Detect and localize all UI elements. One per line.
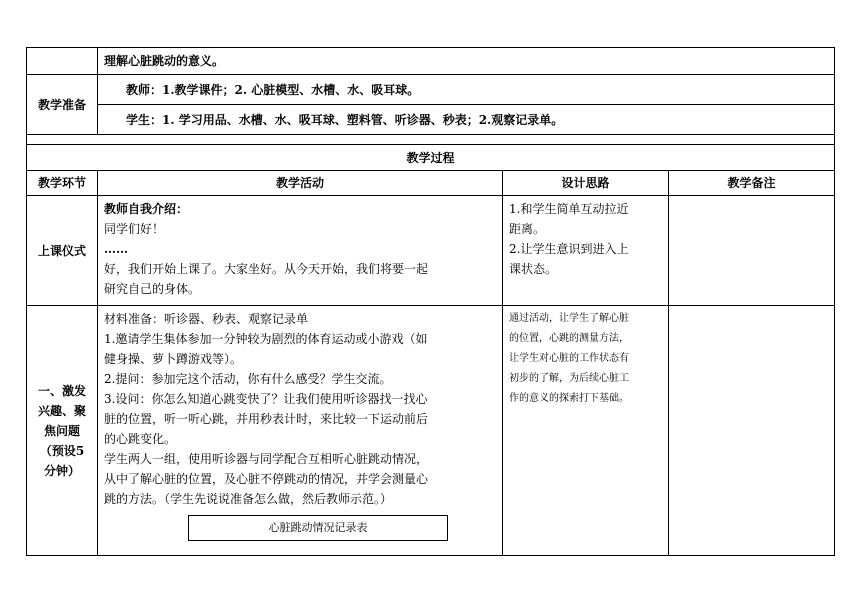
stage-stimulate-interest xyxy=(27,306,98,556)
activity-line: 脏的位置，听一听心跳，并用秒表计时，来比较一下运动前后 xyxy=(104,412,429,426)
design-line: 初步的了解，为后续心脏工 xyxy=(509,373,629,384)
process-title: 教学过程 xyxy=(27,145,835,171)
design-line: 距离。 xyxy=(509,222,546,236)
activity-line: 材料准备：听诊器、秒表、观察记录单 xyxy=(104,312,309,326)
lesson-plan-table xyxy=(26,47,835,556)
design-line: 的位置，心跳的测量方法， xyxy=(509,333,629,344)
header-row xyxy=(27,171,835,196)
design-line: 让学生对心脏的工作状态有 xyxy=(509,353,629,364)
design-line: 通过活动，让学生了解心脏 xyxy=(509,313,629,324)
goal-row xyxy=(27,48,835,75)
prep-label: 教学准备 xyxy=(27,75,98,135)
design-line: 课状态。 xyxy=(509,262,558,276)
activity-line: 研究自己的身体。 xyxy=(104,282,201,296)
activity-line: 好，我们开始上课了。大家坐好。从今天开始，我们将要一起 xyxy=(104,262,429,276)
header-activity: 教学活动 xyxy=(98,171,503,196)
stage-line: 焦问题 xyxy=(43,423,80,438)
activity-line: 学生两人一组，使用听诊器与同学配合互相听心脏跳动情况， xyxy=(104,452,429,466)
stage-line: 分钟） xyxy=(43,463,80,478)
prep-teacher-row xyxy=(27,75,835,105)
header-design: 设计思路 xyxy=(503,171,669,196)
notes-stimulate-interest xyxy=(669,306,835,556)
activity-line: 教师自我介绍： xyxy=(104,202,189,216)
prep-teacher: 教师：1.教学课件；2. 心脏模型、水槽、水、吸耳球。 xyxy=(98,75,835,105)
header-notes: 教学备注 xyxy=(669,171,835,196)
prep-student: 学生：1. 学习用品、水槽、水、吸耳球、塑料管、听诊器、秒表；2.观察记录单。 xyxy=(98,105,835,135)
activity-line: …… xyxy=(104,242,128,256)
design-class-ritual xyxy=(503,196,669,306)
activity-line: 同学们好！ xyxy=(104,222,165,236)
goal-text: 理解心脏跳动的意义。 xyxy=(98,48,835,75)
stage-line: （预设5 xyxy=(39,443,85,458)
design-stimulate-interest xyxy=(503,306,669,556)
record-table-title: 心脏跳动情况记录表 xyxy=(188,515,448,541)
stage-line: 兴趣、聚 xyxy=(37,403,86,418)
process-title-row xyxy=(27,145,835,171)
goal-row-label-cell xyxy=(27,48,98,75)
activity-line: 从中了解心脏的位置，及心脏不停跳动的情况，并学会测量心 xyxy=(104,472,429,486)
activity-line: 3.设问：你怎么知道心跳变快了？让我们使用听诊器找一找心 xyxy=(104,392,428,406)
row-class-ritual xyxy=(27,196,835,306)
activity-line: 1.邀请学生集体参加一分钟较为剧烈的体育运动或小游戏（如 xyxy=(104,332,428,346)
notes-class-ritual xyxy=(669,196,835,306)
activity-line: 的心跳变化。 xyxy=(104,432,177,446)
spacer-row xyxy=(27,135,835,145)
prep-student-row xyxy=(27,105,835,135)
spacer-cell xyxy=(27,135,835,145)
header-stage: 教学环节 xyxy=(27,171,98,196)
activity-line: 2.提问：参加完这个活动，你有什么感受？学生交流。 xyxy=(104,372,392,386)
activity-stimulate-interest xyxy=(98,306,503,556)
activity-class-ritual xyxy=(98,196,503,306)
design-line: 1.和学生简单互动拉近 xyxy=(509,202,629,216)
design-line: 2.让学生意识到进入上 xyxy=(509,242,629,256)
design-line: 作的意义的探索打下基础。 xyxy=(509,393,629,404)
stage-line: 一、激发 xyxy=(37,383,86,398)
activity-line: 健身操、萝卜蹲游戏等）。 xyxy=(104,352,243,366)
activity-line: 跳的方法。（学生先说说准备怎么做，然后教师示范。） xyxy=(104,492,393,506)
stage-class-ritual: 上课仪式 xyxy=(27,196,98,306)
row-stimulate-interest xyxy=(27,306,835,556)
